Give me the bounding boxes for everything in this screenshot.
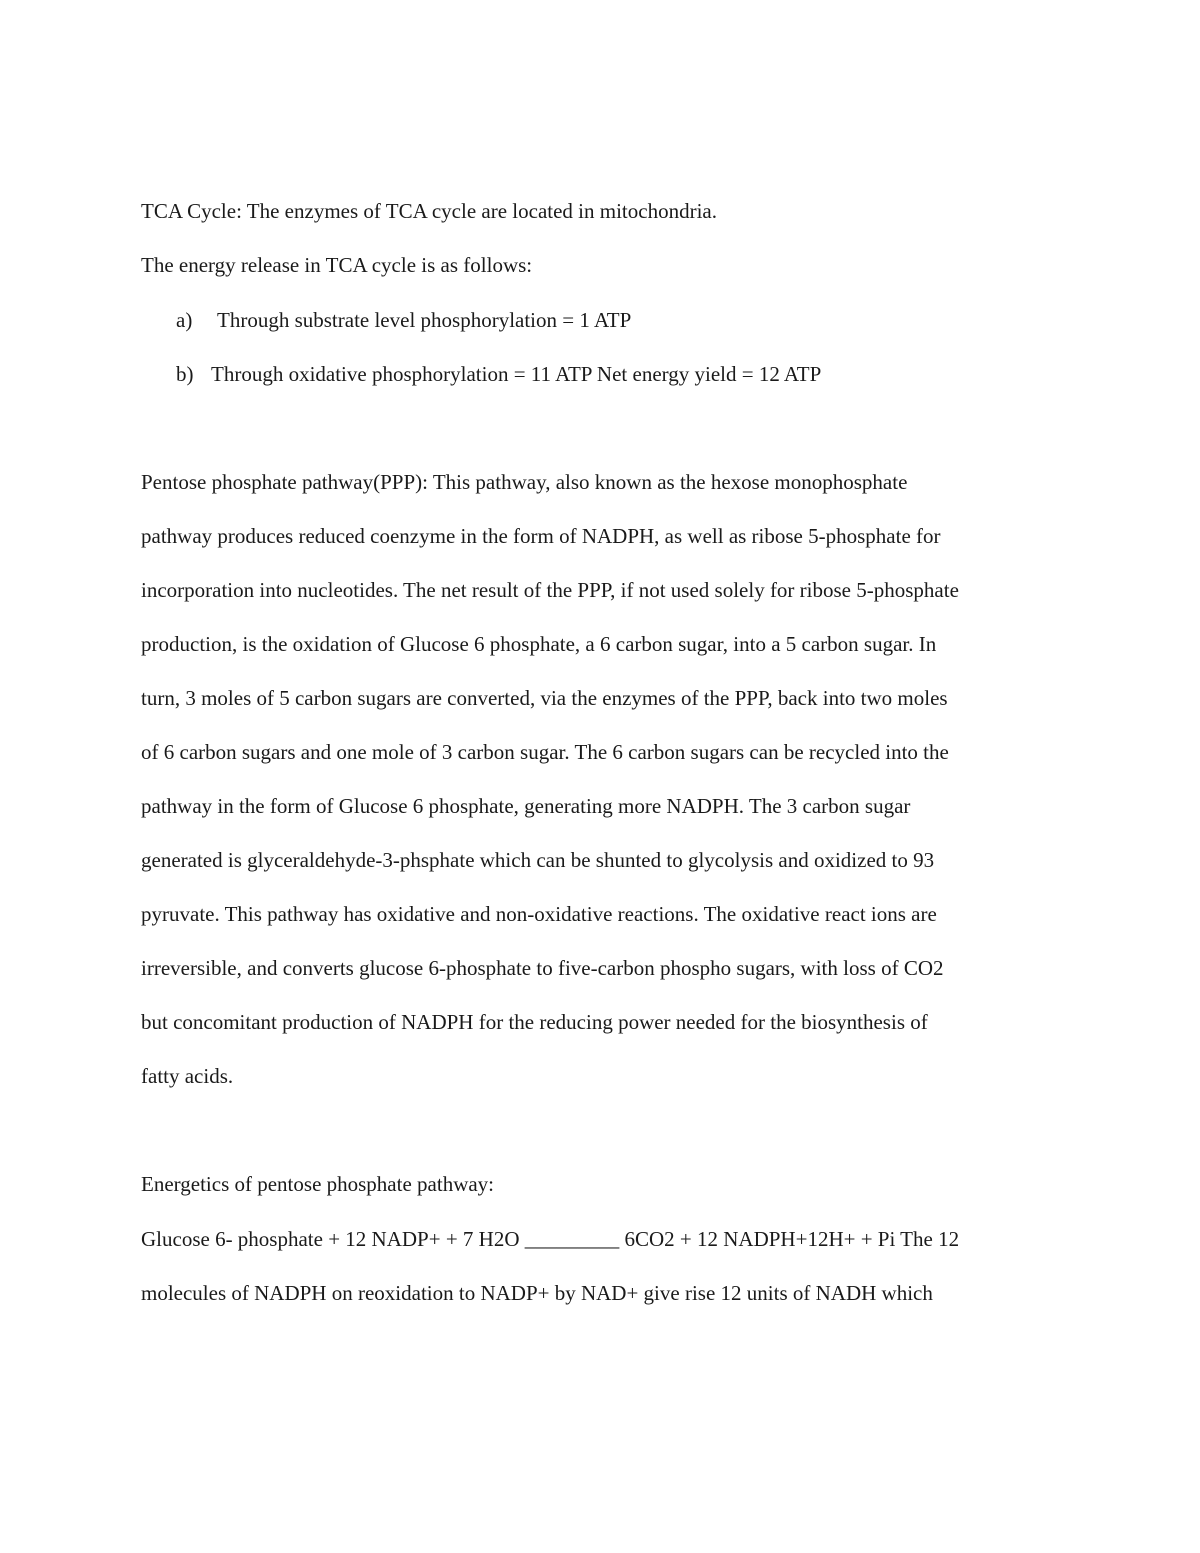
paragraph-line: of 6 carbon sugars and one mole of 3 carbon sugar. The 6 carbon sugars can be recycled into the (141, 740, 949, 764)
tca-heading: TCA Cycle: The enzymes of TCA cycle are located in mitochondria. (141, 199, 717, 223)
energetics-heading: Energetics of pentose phosphate pathway: (141, 1172, 495, 1196)
paragraph-line: molecules of NADPH on reoxidation to NADP+ by NAD+ give rise 12 units of NADH which (141, 1281, 933, 1305)
paragraph-line: generated is glyceraldehyde-3-phsphate which can be shunted to glycolysis and oxidized to 93 (141, 848, 935, 872)
paragraph-line: pathway in the form of Glucose 6 phosphate, generating more NADPH. The 3 carbon sugar (141, 794, 911, 818)
paragraph-line: production, is the oxidation of Glucose 6 phosphate, a 6 carbon sugar, into a 5 carbon sugar. In (141, 632, 937, 656)
paragraph-line: Glucose 6- phosphate + 12 NADP+ + 7 H2O _________ 6CO2 + 12 NADPH+12H+ + Pi The 12 (141, 1227, 960, 1251)
tca-intro: The energy release in TCA cycle is as follows: (141, 253, 533, 277)
list-item-text: Through substrate level phosphorylation = 1 ATP (217, 308, 632, 332)
list-marker: a) (176, 308, 193, 332)
paragraph-line: turn, 3 moles of 5 carbon sugars are converted, via the enzymes of the PPP, back into two moles (141, 686, 948, 710)
paragraph-line: irreversible, and converts glucose 6-phosphate to five-carbon phospho sugars, with loss of CO2 (141, 956, 944, 980)
paragraph-line: pyruvate. This pathway has oxidative and non-oxidative reactions. The oxidative react ions are (141, 902, 937, 926)
paragraph-line: fatty acids. (141, 1064, 234, 1088)
list-marker: b) (176, 362, 194, 386)
paragraph-line: pathway produces reduced coenzyme in the form of NADPH, as well as ribose 5-phosphate for (141, 524, 941, 548)
list-item-text: Through oxidative phosphorylation = 11 ATP Net energy yield = 12 ATP (211, 362, 822, 386)
paragraph-line: incorporation into nucleotides. The net result of the PPP, if not used solely for ribose 5-phosphate (141, 578, 959, 602)
paragraph-line: Pentose phosphate pathway(PPP): This pathway, also known as the hexose monophosphate (141, 470, 908, 494)
paragraph-line: but concomitant production of NADPH for the reducing power needed for the biosynthesis of (141, 1010, 928, 1034)
